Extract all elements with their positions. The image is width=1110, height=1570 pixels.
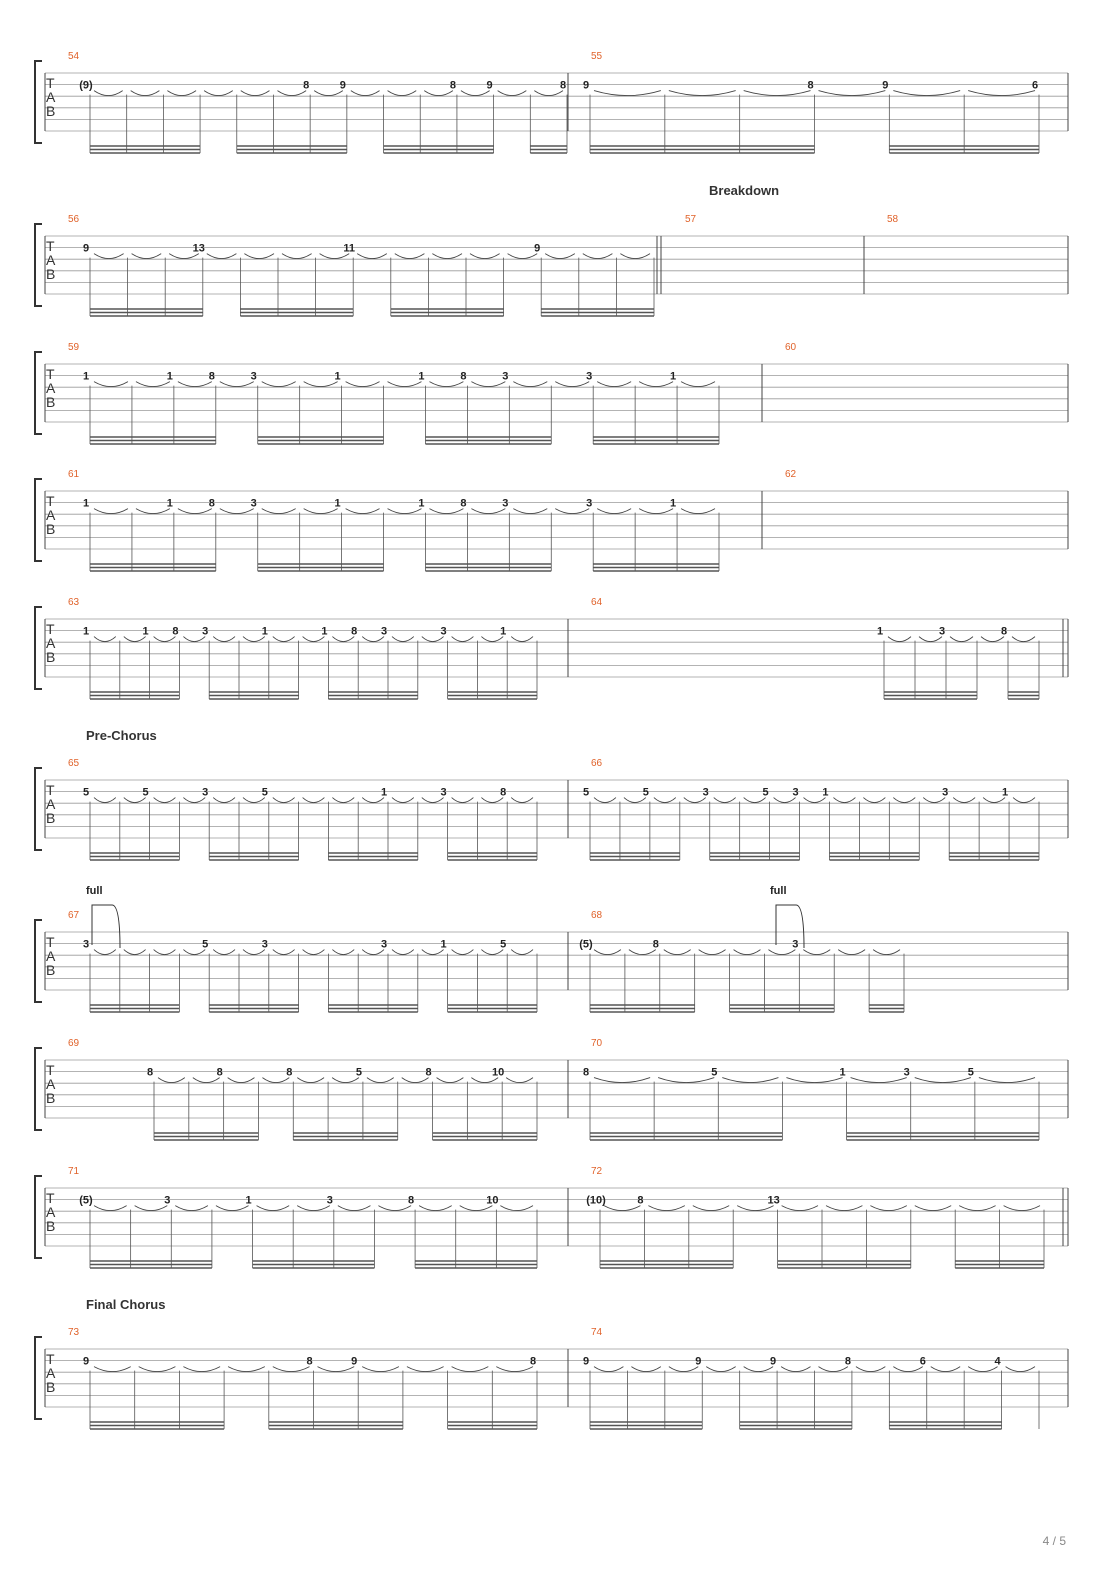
- tab-clef-letter: B: [46, 649, 56, 665]
- fret-number: (9): [79, 79, 93, 92]
- fret-number: (5): [79, 1194, 93, 1207]
- measure-number: 60: [785, 342, 797, 353]
- fret-number: 1: [82, 497, 90, 510]
- fret-number: 1: [418, 370, 425, 383]
- fret-number: 3: [202, 625, 209, 638]
- fret-number: 1: [245, 1194, 252, 1207]
- fret-number: 8: [351, 625, 358, 638]
- fret-number: 13: [192, 242, 205, 255]
- fret-number: 3: [82, 938, 90, 951]
- fret-number: 3: [440, 786, 447, 799]
- fret-number: 1: [82, 625, 90, 638]
- tab-clef-letter: B: [46, 1090, 56, 1106]
- tie-arc: [594, 1367, 623, 1372]
- tie-arc: [94, 1367, 131, 1372]
- fret-number: 8: [460, 370, 467, 383]
- fret-number: 3: [702, 786, 709, 799]
- fret-number: 1: [876, 625, 884, 638]
- fret-number: 9: [770, 1355, 777, 1368]
- tie-arc: [1006, 1367, 1035, 1372]
- fret-number: 6: [919, 1355, 926, 1368]
- fret-number: 8: [637, 1194, 644, 1207]
- tie-arc: [362, 1367, 399, 1372]
- tab-clef-letter: A: [46, 380, 56, 396]
- measure-number: 63: [68, 597, 80, 608]
- measure-number: 61: [68, 469, 80, 480]
- fret-number: 8: [460, 497, 467, 510]
- fret-number: 5: [967, 1066, 974, 1079]
- tie-arc: [744, 1367, 773, 1372]
- tab-clef-letter: T: [46, 1351, 55, 1367]
- tab-clef-letter: A: [46, 796, 56, 812]
- measure-number: 56: [68, 214, 80, 225]
- measure-number: 64: [591, 597, 603, 608]
- fret-number: 8: [425, 1066, 432, 1079]
- fret-number: 8: [529, 1355, 537, 1368]
- fret-number: 5: [142, 786, 149, 799]
- bend-label: full: [770, 885, 787, 897]
- tie-arc: [968, 1367, 997, 1372]
- fret-number: 3: [903, 1066, 910, 1079]
- fret-number: 1: [321, 625, 328, 638]
- tab-clef-letter: T: [46, 621, 55, 637]
- tie-arc: [631, 1367, 660, 1372]
- tie-arc: [228, 1367, 265, 1372]
- fret-number: 9: [351, 1355, 358, 1368]
- fret-number: 9: [339, 79, 346, 92]
- fret-number: 3: [380, 625, 388, 638]
- fret-number: 13: [767, 1194, 780, 1207]
- measure-number: 54: [68, 51, 80, 62]
- fret-number: 5: [762, 786, 769, 799]
- fret-number: 3: [250, 497, 257, 510]
- fret-number: 11: [343, 242, 356, 255]
- measure-number: 73: [68, 1327, 80, 1338]
- fret-number: 8: [559, 79, 567, 92]
- measure-number: 57: [685, 214, 697, 225]
- fret-number: 3: [502, 497, 509, 510]
- tab-clef-letter: T: [46, 493, 55, 509]
- measure-number: 66: [591, 758, 603, 769]
- fret-number: 1: [380, 786, 388, 799]
- section-final-chorus: Final Chorus: [86, 1297, 166, 1312]
- tie-arc: [452, 1367, 489, 1372]
- tie-arc: [139, 1367, 176, 1372]
- fret-number: 3: [792, 786, 799, 799]
- tab-clef-letter: T: [46, 238, 55, 254]
- fret-number: 1: [839, 1066, 846, 1079]
- fret-number: 5: [711, 1066, 718, 1079]
- tab-clef-letter: B: [46, 1218, 56, 1234]
- fret-number: 9: [582, 79, 590, 92]
- fret-number: 8: [208, 497, 215, 510]
- fret-number: 3: [938, 625, 946, 638]
- fret-number: 3: [942, 786, 949, 799]
- fret-number: 3: [792, 938, 799, 951]
- measure-number: 62: [785, 469, 797, 480]
- measure-number: 69: [68, 1038, 80, 1049]
- tie-arc: [781, 1367, 810, 1372]
- fret-number: 8: [306, 1355, 313, 1368]
- tab-clef-letter: T: [46, 1062, 55, 1078]
- tie-arc: [669, 1367, 698, 1372]
- tab-clef-letter: B: [46, 1379, 56, 1395]
- tab-clef-letter: B: [46, 394, 56, 410]
- tie-arc: [856, 1367, 885, 1372]
- fret-number: 8: [216, 1066, 223, 1079]
- fret-number: 1: [670, 497, 677, 510]
- system-bracket: [35, 1337, 42, 1419]
- tab-clef-letter: T: [46, 934, 55, 950]
- section-breakdown: Breakdown: [709, 183, 780, 198]
- fret-number: 1: [1002, 786, 1009, 799]
- fret-number: 8: [172, 625, 179, 638]
- fret-number: 1: [440, 938, 447, 951]
- tab-clef-letter: A: [46, 948, 56, 964]
- fret-number: 1: [822, 786, 829, 799]
- fret-number: 1: [261, 625, 268, 638]
- fret-number: 9: [695, 1355, 702, 1368]
- fret-number: 9: [82, 242, 90, 255]
- fret-number: 3: [164, 1194, 171, 1207]
- fret-number: 5: [82, 786, 90, 799]
- fret-number: 3: [326, 1194, 333, 1207]
- fret-number: 5: [355, 1066, 362, 1079]
- measure-number: 58: [887, 214, 899, 225]
- fret-number: 9: [882, 79, 889, 92]
- measure-number: 68: [591, 910, 603, 921]
- fret-number: 5: [642, 786, 649, 799]
- fret-number: 1: [142, 625, 149, 638]
- fret-number: 3: [202, 786, 209, 799]
- fret-number: 1: [82, 370, 90, 383]
- tie-arc: [407, 1367, 444, 1372]
- page-number: 4 / 5: [1042, 1534, 1066, 1548]
- fret-number: 9: [534, 242, 541, 255]
- fret-number: (10): [586, 1194, 606, 1207]
- fret-number: 8: [652, 938, 659, 951]
- tab-clef-letter: T: [46, 366, 55, 382]
- tab-clef-letter: T: [46, 75, 55, 91]
- fret-number: 8: [286, 1066, 293, 1079]
- fret-number: 3: [250, 370, 257, 383]
- fret-number: 6: [1031, 79, 1039, 92]
- tab-clef-letter: B: [46, 103, 56, 119]
- tab-clef-letter: A: [46, 89, 56, 105]
- measure-number: 65: [68, 758, 80, 769]
- fret-number: 8: [500, 786, 507, 799]
- tab-clef-letter: T: [46, 1190, 55, 1206]
- fret-number: 8: [408, 1194, 415, 1207]
- tab-clef-letter: B: [46, 266, 56, 282]
- measure-number: 59: [68, 342, 80, 353]
- fret-number: 8: [208, 370, 215, 383]
- fret-number: 9: [582, 1355, 590, 1368]
- fret-number: 1: [166, 497, 173, 510]
- fret-number: 1: [500, 625, 507, 638]
- fret-number: 1: [334, 497, 341, 510]
- fret-number: 9: [486, 79, 493, 92]
- fret-number: 8: [1000, 625, 1008, 638]
- fret-number: 5: [500, 938, 507, 951]
- tie-arc: [318, 1367, 355, 1372]
- fret-number: 8: [582, 1066, 590, 1079]
- tie-arc: [273, 1367, 310, 1372]
- tab-clef-letter: A: [46, 1204, 56, 1220]
- measure-number: 67: [68, 910, 80, 921]
- measure-number: 74: [591, 1327, 603, 1338]
- tab-clef-letter: A: [46, 635, 56, 651]
- tab-clef-letter: A: [46, 252, 56, 268]
- fret-number: 1: [670, 370, 677, 383]
- measure-number: 55: [591, 51, 603, 62]
- fret-number: 1: [334, 370, 341, 383]
- tab-clef-letter: A: [46, 1076, 56, 1092]
- tab-clef-letter: A: [46, 507, 56, 523]
- tab-clef-letter: T: [46, 782, 55, 798]
- fret-number: 1: [418, 497, 425, 510]
- fret-number: 3: [586, 497, 593, 510]
- bend-label: full: [86, 885, 103, 897]
- fret-number: 10: [486, 1194, 499, 1207]
- tie-arc: [931, 1367, 960, 1372]
- tie-arc: [183, 1367, 220, 1372]
- fret-number: 9: [82, 1355, 90, 1368]
- section-pre-chorus: Pre-Chorus: [86, 728, 157, 743]
- fret-number: 3: [586, 370, 593, 383]
- fret-number: 3: [261, 938, 268, 951]
- fret-number: 5: [202, 938, 209, 951]
- tie-arc: [893, 1367, 922, 1372]
- tie-arc: [819, 1367, 848, 1372]
- tie-arc: [706, 1367, 735, 1372]
- fret-number: 8: [449, 79, 456, 92]
- fret-number: (5): [579, 938, 593, 951]
- fret-number: 5: [582, 786, 590, 799]
- fret-number: 8: [303, 79, 310, 92]
- fret-number: 5: [261, 786, 268, 799]
- fret-number: 1: [166, 370, 173, 383]
- measure-number: 71: [68, 1166, 80, 1177]
- fret-number: 10: [492, 1066, 505, 1079]
- fret-number: 8: [844, 1355, 851, 1368]
- fret-number: 3: [380, 938, 388, 951]
- fret-number: 3: [502, 370, 509, 383]
- tab-clef-letter: B: [46, 810, 56, 826]
- tab-clef-letter: A: [46, 1365, 56, 1381]
- fret-number: 8: [807, 79, 814, 92]
- tie-arc: [496, 1367, 533, 1372]
- fret-number: 8: [146, 1066, 154, 1079]
- measure-number: 70: [591, 1038, 603, 1049]
- measure-number: 72: [591, 1166, 603, 1177]
- fret-number: 4: [994, 1355, 1001, 1368]
- tab-clef-letter: B: [46, 962, 56, 978]
- fret-number: 3: [440, 625, 447, 638]
- tab-clef-letter: B: [46, 521, 56, 537]
